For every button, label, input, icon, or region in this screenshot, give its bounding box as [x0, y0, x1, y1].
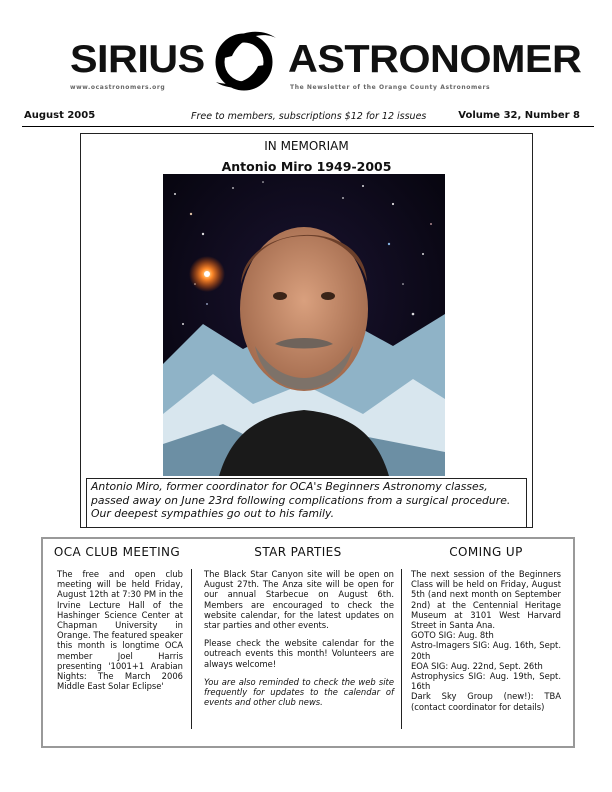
- club-meeting-column: [49, 545, 185, 691]
- issue-info-bar: [22, 110, 594, 127]
- star-parties-paragraph: Please check the website calendar for the outreach events this month! Volunteers are always welcome!: [204, 638, 394, 669]
- masthead-title-left: SIRIUS: [70, 38, 205, 81]
- issue-date: August 2005: [24, 110, 96, 121]
- coming-up-item: GOTO SIG: Aug. 8th: [411, 630, 494, 641]
- coming-up-intro: The next session of the Beginners Class will be held on Friday, August 5th (and next month on September 2nd) at the Centennial Heritage Museum at 3101 West Harvard Street in Santa Ana.: [411, 569, 561, 631]
- issue-volume: Volume 32, Number 8: [458, 110, 580, 121]
- masthead-title-right: ASTRONOMER: [288, 38, 582, 81]
- memoriam-box: [80, 133, 533, 528]
- club-meeting-title: OCA CLUB MEETING: [53, 545, 181, 559]
- club-meeting-text: The free and open club meeting will be held Friday, August 12th at 7:30 PM in the Irvine Lecture Hall of the Hashinger Science Center at Chapman University in Orange. The featured speaker this month is longtime OCA member Joel Harris presenting '1001+1 Arabian Nights: The March 2006 Middle East Solar Eclipse': [57, 569, 183, 692]
- memorial-portrait-image: [163, 174, 445, 476]
- coming-up-item: Astrophysics SIG: Aug. 19th, Sept. 16th: [411, 671, 561, 692]
- oca-logo-icon: [208, 26, 280, 92]
- coming-up-item: Astro-Imagers SIG: Aug. 16th, Sept. 20th: [411, 640, 561, 661]
- star-parties-reminder: You are also reminded to check the web site frequently for updates to the calendar of events and other club news.: [204, 676, 394, 708]
- column-divider: [401, 569, 402, 729]
- coming-up-title: COMING UP: [449, 545, 523, 559]
- masthead-website[interactable]: www.ocastronomers.org: [70, 84, 166, 91]
- star-parties-title: STAR PARTIES: [254, 545, 342, 559]
- memoriam-name: Antonio Miro 1949-2005: [221, 159, 392, 174]
- masthead: [60, 26, 582, 94]
- memoriam-caption: Antonio Miro, former coordinator for OCA's Beginners Astronomy classes, passed away on June 23rd following complications from a surgical procedure. Our deepest sympathies go out to his family.: [86, 478, 527, 528]
- star-parties-paragraph: The Black Star Canyon site will be open on August 27th. The Anza site will be open for our annual Starbecue on August 6th. Members are encouraged to check the website calendar, for the latest updates on star parties and other events.: [204, 569, 394, 631]
- news-columns-box: [41, 537, 575, 748]
- coming-up-column: [411, 545, 561, 712]
- coming-up-item: Dark Sky Group (new!): TBA (contact coordinator for details): [411, 691, 561, 712]
- memoriam-heading: IN MEMORIAM: [264, 139, 349, 153]
- masthead-tagline: The Newsletter of the Orange County Astronomers: [290, 84, 491, 91]
- subscription-note: Free to members, subscriptions $12 for 12 issues: [191, 111, 427, 122]
- star-parties-column: [202, 545, 394, 715]
- coming-up-item: EOA SIG: Aug. 22nd, Sept. 26th: [411, 660, 543, 671]
- column-divider: [191, 569, 192, 729]
